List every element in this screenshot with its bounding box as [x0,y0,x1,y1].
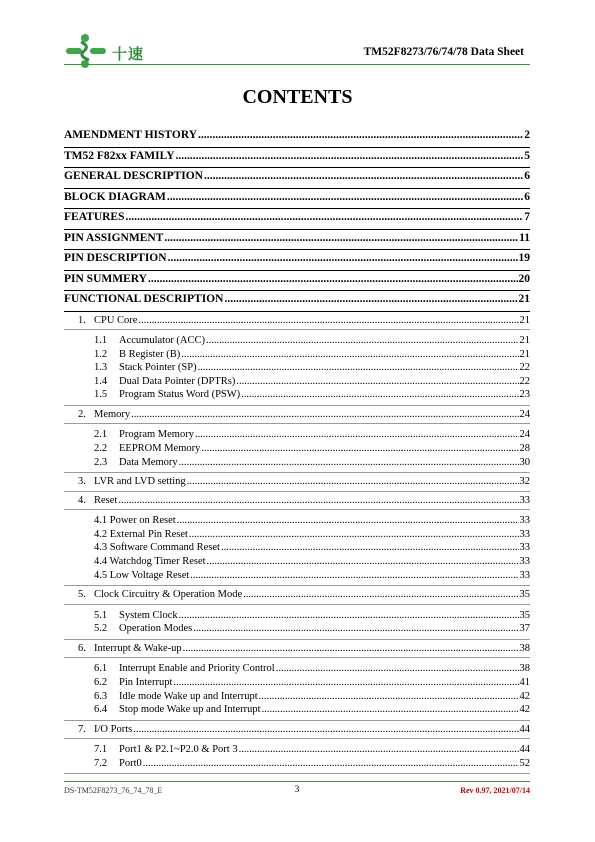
toc-entry-label: I/O Ports [94,723,133,735]
toc-dot-leader [183,642,519,655]
contents-heading: CONTENTS [242,86,353,108]
toc-dot-leader [201,442,518,456]
toc-dot-leader [198,128,523,142]
toc-subsection-entry[interactable] [64,361,530,375]
toc-entry-label: Reset [94,494,118,506]
page-footer [64,781,530,801]
toc-dot-leader [131,408,518,421]
toc-entry-page: 38 [519,642,530,654]
toc-entry-title [64,514,176,528]
toc-dot-leader [187,475,519,488]
toc-entry-label: Memory [94,408,131,420]
toc-entry-label: PIN SUMMERY [64,272,147,285]
toc-entry-title [64,149,175,163]
toc-entry-number: 2.1 [94,429,108,441]
header-divider [64,64,530,65]
toc-entry-title [64,251,167,265]
toc-subsection-entry[interactable] [64,662,530,676]
toc-entry-label: Dual Data Pointer (DPTRs) [119,375,236,387]
toc-dot-leader [259,690,519,704]
toc-entry-number: 7. [78,723,86,735]
toc-dot-leader [207,555,519,569]
toc-entry-label: 4.4 Watchdog Timer Reset [94,556,206,568]
toc-entry-label: FUNCTIONAL DESCRIPTION [64,293,224,305]
toc-subsection-entry[interactable] [64,676,530,690]
toc-subsection-entry[interactable] [64,541,530,555]
toc-entry-title [64,375,235,389]
toc-dot-leader [276,662,519,676]
toc-section-entry[interactable] [64,312,530,331]
toc-entry-page: 33 [519,542,530,554]
toc-entry-label: Stop mode Wake up and Interrupt [119,704,261,716]
toc-entry-title [64,314,137,327]
toc-dot-leader [241,388,518,402]
footer-doc-id: DS-TM52F8273_76_74_78_E [64,786,163,795]
toc-entry-label: GENERAL DESCRIPTION [64,170,203,182]
toc-entry-page: 24 [519,429,530,441]
toc-entry-label: CPU Core [94,314,138,326]
toc-subsection-entry[interactable] [64,334,530,348]
toc-entry-title [64,128,197,142]
toc-entry-page: 21 [519,348,530,360]
toc-entry-label: B Register (B) [119,348,181,360]
toc-dot-leader [239,743,519,757]
toc-entry-number: 3. [78,476,86,488]
toc-entry-number: 6. [78,642,86,654]
toc-section-entry[interactable] [64,721,530,740]
toc-entry-page: 19 [518,252,530,264]
toc-dot-leader [168,251,518,265]
toc-dot-leader [190,569,518,583]
toc-dot-leader [138,314,518,327]
toc-entry-page: 33 [519,515,530,527]
toc-dot-leader [126,210,524,224]
toc-entry-number: 5.1 [94,609,108,621]
toc-entry-number: 2.2 [94,443,108,455]
toc-subsection-entry[interactable] [64,743,530,757]
toc-entry-number: 7.1 [94,744,108,756]
toc-entry-title [64,609,178,623]
toc-entry-page: 20 [518,272,530,285]
toc-entry-title [64,428,194,442]
company-logo [64,34,174,68]
toc-dot-leader [206,334,518,348]
toc-entry-title [64,361,197,375]
toc-entry-title [64,662,275,676]
toc-entry-title [64,703,261,717]
toc-entry-title [64,528,188,542]
toc-entry-page: 52 [519,757,530,769]
toc-dot-leader [195,428,519,442]
footer-divider [64,781,530,782]
toc-entry-page: 23 [519,389,530,401]
toc-entry-label: FEATURES [64,211,125,223]
toc-entry-title [64,676,172,690]
toc-dot-leader [176,149,524,163]
toc-entry-number: 6.2 [94,677,108,688]
toc-dot-leader [204,169,523,183]
toc-entry-label: Idle mode Wake up and Interrupt [119,690,258,702]
toc-entry-label: System Clock [119,609,178,621]
toc-dot-leader [148,272,518,286]
toc-top-entry[interactable] [64,250,530,271]
toc-entry-label: Port0 [119,757,142,769]
toc-entry-page: 22 [519,362,530,374]
toc-top-entry[interactable] [64,127,530,148]
toc-entry-number: 5.2 [94,623,108,635]
toc-dot-leader [143,757,519,771]
toc-entry-number: 6.4 [94,704,108,716]
toc-entry-number: 1. [78,314,86,326]
toc-entry-label: Operation Modes [119,623,193,635]
toc-section-entry[interactable] [64,473,530,492]
toc-subsection-entry[interactable] [64,555,530,569]
toc-entry-title [64,555,206,569]
toc-entry-page: 21 [519,314,530,326]
toc-top-entry[interactable] [64,209,530,230]
toc-entry-label: 4.1 Power on Reset [94,515,176,527]
toc-entry-title [64,169,203,183]
toc-subsection-group [64,330,530,406]
toc-dot-leader [224,292,517,306]
toc-subsection-group [64,658,530,720]
toc-dot-leader [236,375,518,389]
toc-dot-leader [164,231,518,245]
toc-subsection-entry[interactable] [64,690,530,704]
toc-entry-page: 24 [519,408,530,420]
toc-dot-leader [262,703,519,717]
toc-entry-title [64,388,240,402]
toc-entry-page: 30 [519,456,530,468]
toc-entry-label: 4.3 Software Command Reset [94,542,220,554]
toc-dot-leader [193,622,518,636]
toc-entry-page: 42 [519,690,530,702]
toc-subsection-entry[interactable] [64,569,530,583]
toc-top-entry[interactable] [64,291,530,312]
toc-subsection-entry[interactable] [64,442,530,456]
toc-subsection-entry[interactable] [64,757,530,771]
toc-entry-label: Interrupt & Wake-up [94,642,182,654]
toc-section-entry[interactable] [64,406,530,425]
toc-entry-page: 6 [524,190,530,203]
toc-entry-number: 2. [78,408,86,420]
toc-entry-title [64,494,117,507]
toc-entry-page: 44 [519,723,530,735]
toc-entry-title [64,231,163,245]
logo-text: 十速 [112,45,145,63]
toc-entry-number: 2.3 [94,456,108,468]
toc-entry-label: Program Memory [119,429,194,441]
toc-subsection-entry[interactable] [64,622,530,636]
toc-entry-number: 6.1 [94,663,108,675]
toc-entry-title [64,690,258,704]
toc-subsection-group [64,510,530,586]
toc-dot-leader [198,361,519,375]
footer-revision: Rev 0.97, 2021/07/14 [460,786,530,795]
toc-entry-title [64,588,242,601]
toc-entry-label: Stack Pointer (SP) [119,362,197,374]
toc-subsection-entry[interactable] [64,348,530,362]
toc-entry-page: 7 [524,211,530,223]
toc-entry-number: 1.2 [94,348,108,360]
toc-entry-title [64,622,192,636]
toc-entry-label: LVR and LVD setting [94,476,186,488]
toc-entry-title [64,210,125,224]
toc-entry-number: 1.5 [94,389,108,401]
toc-entry-label: EEPROM Memory [119,443,201,455]
toc-entry-title [64,334,205,348]
toc-entry-page: 35 [519,609,530,621]
toc-entry-title [64,348,180,362]
toc-dot-leader [221,541,519,555]
toc-entry-label: Program Status Word (PSW) [119,389,241,401]
toc-entry-title [64,743,238,757]
toc-entry-label: PIN DESCRIPTION [64,252,167,264]
page-header [64,34,530,68]
logo-icon [64,34,108,68]
toc-dot-leader [189,528,519,542]
toc-dot-leader [133,723,518,736]
toc-entry-title [64,456,178,470]
toc-entry-title [64,475,186,488]
toc-entry-title [64,408,130,421]
toc-entry-page: 5 [524,149,530,162]
toc-entry-label: TM52 F82xx FAMILY [64,149,175,162]
toc-entry-label: AMENDMENT HISTORY [64,129,198,141]
toc-dot-leader [243,588,518,601]
toc-entry-label: 4.5 Low Voltage Reset [94,569,190,581]
page-number: 3 [294,785,300,795]
toc-entry-title [64,541,220,555]
toc-entry-label: Data Memory [119,456,178,468]
toc-entry-page: 6 [524,170,530,182]
toc-entry-page: 42 [519,704,530,716]
toc-top-entry[interactable] [64,271,530,292]
toc-entry-page: 21 [518,293,530,305]
toc-entry-number: 5. [78,589,86,601]
toc-top-entry[interactable] [64,148,530,169]
toc-subsection-group [64,739,530,774]
table-of-contents [64,127,530,774]
toc-section-entry[interactable] [64,640,530,659]
toc-entry-title [64,723,132,736]
toc-entry-label: Clock Circuitry & Operation Mode [94,589,243,601]
toc-entry-title [64,190,166,204]
toc-entry-page: 35 [519,589,530,601]
toc-entry-number: 1.3 [94,362,108,374]
toc-entry-label: Interrupt Enable and Priority Control [119,663,275,675]
toc-entry-label: Accumulator (ACC) [119,335,206,346]
toc-entry-page: 22 [519,375,530,387]
toc-entry-label: Pin Interrupt [119,677,173,688]
toc-entry-number: 1.4 [94,375,108,387]
toc-section-entry[interactable] [64,586,530,605]
toc-dot-leader [179,456,519,470]
toc-entry-title [64,272,147,286]
document-title: TM52F8273/76/74/78 Data Sheet [363,46,524,58]
toc-subsection-entry[interactable] [64,528,530,542]
toc-top-entry[interactable] [64,168,530,189]
toc-entry-title [64,642,182,655]
toc-subsection-entry[interactable] [64,609,530,623]
toc-subsection-group [64,424,530,473]
toc-subsection-entry[interactable] [64,388,530,402]
toc-entry-page: 21 [519,335,530,346]
toc-entry-label: BLOCK DIAGRAM [64,190,166,203]
toc-entry-title [64,569,189,583]
toc-entry-number: 4. [78,494,86,506]
toc-top-entry[interactable] [64,230,530,251]
toc-entry-label: 4.2 External Pin Reset [94,528,188,540]
toc-entry-page: 11 [519,231,530,244]
toc-entry-page: 44 [519,744,530,756]
toc-entry-title [64,442,200,456]
toc-subsection-entry[interactable] [64,456,530,470]
toc-dot-leader [118,494,518,507]
toc-entry-number: 1.1 [94,335,108,346]
toc-top-entry[interactable] [64,189,530,210]
toc-dot-leader [167,190,523,204]
toc-dot-leader [181,348,518,362]
toc-entry-page: 33 [519,556,530,568]
toc-subsection-entry[interactable] [64,514,530,528]
toc-entry-page: 2 [524,129,530,141]
toc-entry-number: 7.2 [94,757,108,769]
toc-subsection-entry[interactable] [64,375,530,389]
toc-entry-page: 37 [519,623,530,635]
toc-dot-leader [177,514,519,528]
toc-entry-label: PIN ASSIGNMENT [64,231,164,244]
toc-entry-page: 28 [519,443,530,455]
toc-section-entry[interactable] [64,492,530,511]
toc-dot-leader [179,609,519,623]
toc-subsection-entry[interactable] [64,428,530,442]
toc-subsection-entry[interactable] [64,703,530,717]
toc-entry-page: 33 [519,528,530,540]
toc-entry-page: 33 [519,569,530,581]
toc-dot-leader [173,676,518,690]
toc-entry-label: Port1 & P2.1~P2.0 & Port 3 [119,744,238,756]
toc-subsection-group [64,605,530,640]
toc-entry-title [64,757,142,771]
toc-entry-page: 33 [519,494,530,506]
toc-entry-title [64,292,223,306]
toc-entry-page: 38 [519,663,530,675]
toc-entry-page: 32 [519,476,530,488]
toc-entry-number: 6.3 [94,690,108,702]
toc-entry-page: 41 [519,677,530,688]
